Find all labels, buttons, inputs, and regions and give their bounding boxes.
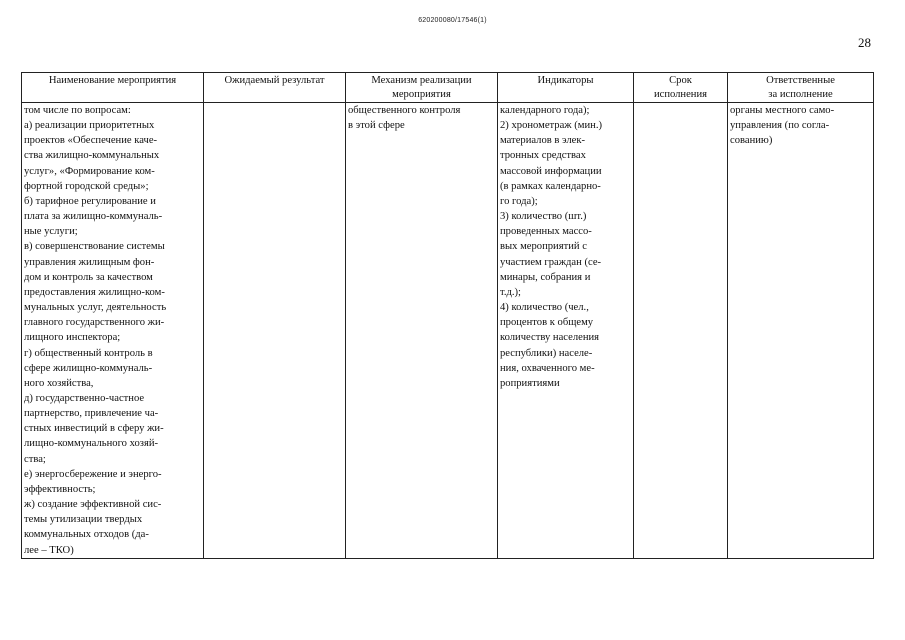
- header-implementation-mechanism: Механизм реализации мероприятия: [346, 73, 498, 103]
- document-code: 620200080/17546(1): [418, 17, 487, 24]
- action-plan-table: [21, 72, 874, 559]
- header-responsible: Ответственные за исполнение: [728, 73, 874, 103]
- cell-expected-result: [204, 103, 346, 559]
- cell-activity-name: том числе по вопросам: а) реализации приоритетных проектов «Обеспечение каче- ства жилищно-коммунальных услуг», «Формирование ком- фортной городской среды»; б) тарифное регулирование и плата за жилищно-коммуналь- ные услуги; в) совершенствование системы управления жилищным фон- дом и контроль за качеством предоставления жилищно-ком- мунальных услуг, деятельность главного государственного жи- лищного инспектора; г) общественный контроль в сфере жилищно-коммуналь- ного хозяйства, д) государственно-частное партнерство, привлечение ча- стных инвестиций в сферу жи- лищно-коммунального хозяй- ства; е) энергосбережение и энерго- эффективность; ж) создание эффективной сис- темы утилизации твердых коммунальных отходов (да- лее – ТКО): [22, 103, 204, 559]
- cell-implementation-mechanism: общественного контроля в этой сфере: [346, 103, 498, 559]
- page-number: 28: [858, 35, 871, 50]
- header-activity-name: Наименование мероприятия: [22, 73, 204, 103]
- header-deadline: Срок исполнения: [634, 73, 728, 103]
- table-header-row: [22, 73, 874, 103]
- table-row: [22, 103, 874, 559]
- cell-deadline: [634, 103, 728, 559]
- header-expected-result: Ожидаемый результат: [204, 73, 346, 103]
- header-indicators: Индикаторы: [498, 73, 634, 103]
- cell-indicators: календарного года); 2) хронометраж (мин.) материалов в элек- тронных средствах массовой информации (в рамках календарно- го года); 3) количество (шт.) проведенных массо- вых мероприятий с участием граждан (се- минары, собрания и т.д.); 4) количество (чел., процентов к общему количеству населения республики) населе- ния, охваченного ме- роприятиями: [498, 103, 634, 559]
- cell-responsible: органы местного само- управления (по согла- сованию): [728, 103, 874, 559]
